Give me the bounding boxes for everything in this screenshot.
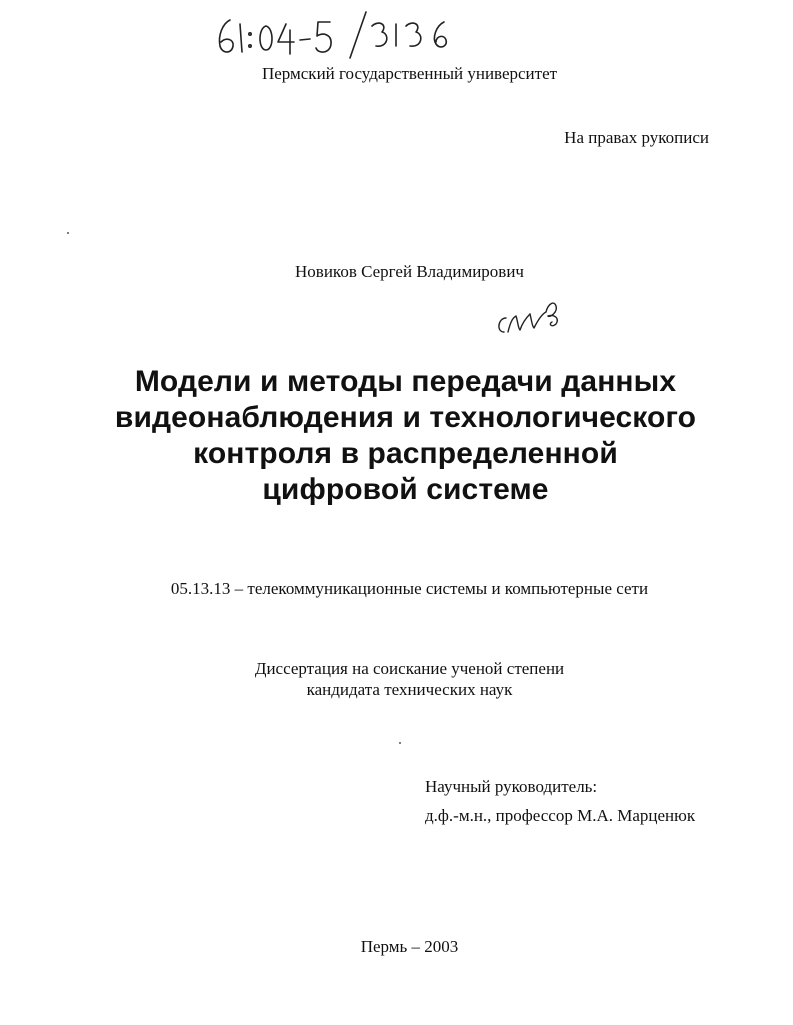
- handwritten-catalog-number-drawing: [200, 6, 460, 62]
- handwritten-catalog-number: [200, 6, 460, 62]
- title-line: цифровой системе: [262, 473, 549, 506]
- dissertation-title: [0, 364, 793, 508]
- title-line: контроля в распределенной: [193, 437, 618, 470]
- scan-speck: [399, 742, 401, 744]
- degree-line: кандидата технических наук: [306, 680, 513, 699]
- handwritten-signature: [490, 296, 570, 340]
- signature-drawing: [490, 296, 570, 340]
- specialty-code: 05.13.13 – телекоммуникационные системы и компьютерные сети: [170, 579, 649, 598]
- manuscript-rights-note: На правах рукописи: [564, 128, 709, 147]
- degree-statement: [0, 658, 793, 700]
- author-name: Новиков Сергей Владимирович: [295, 262, 524, 281]
- scan-speck: [67, 232, 69, 234]
- supervisor-label: Научный руководитель:: [425, 777, 598, 796]
- title-line: Модели и методы передачи данных: [134, 365, 677, 398]
- degree-line: Диссертация на соискание ученой степени: [254, 659, 565, 678]
- university-name: Пермский государственный университет: [261, 64, 558, 83]
- supervisor-name: д.ф.-м.н., профессор М.А. Марценюк: [425, 806, 696, 825]
- title-line: видеонаблюдения и технологического: [114, 401, 697, 434]
- city-year: Пермь – 2003: [360, 937, 459, 956]
